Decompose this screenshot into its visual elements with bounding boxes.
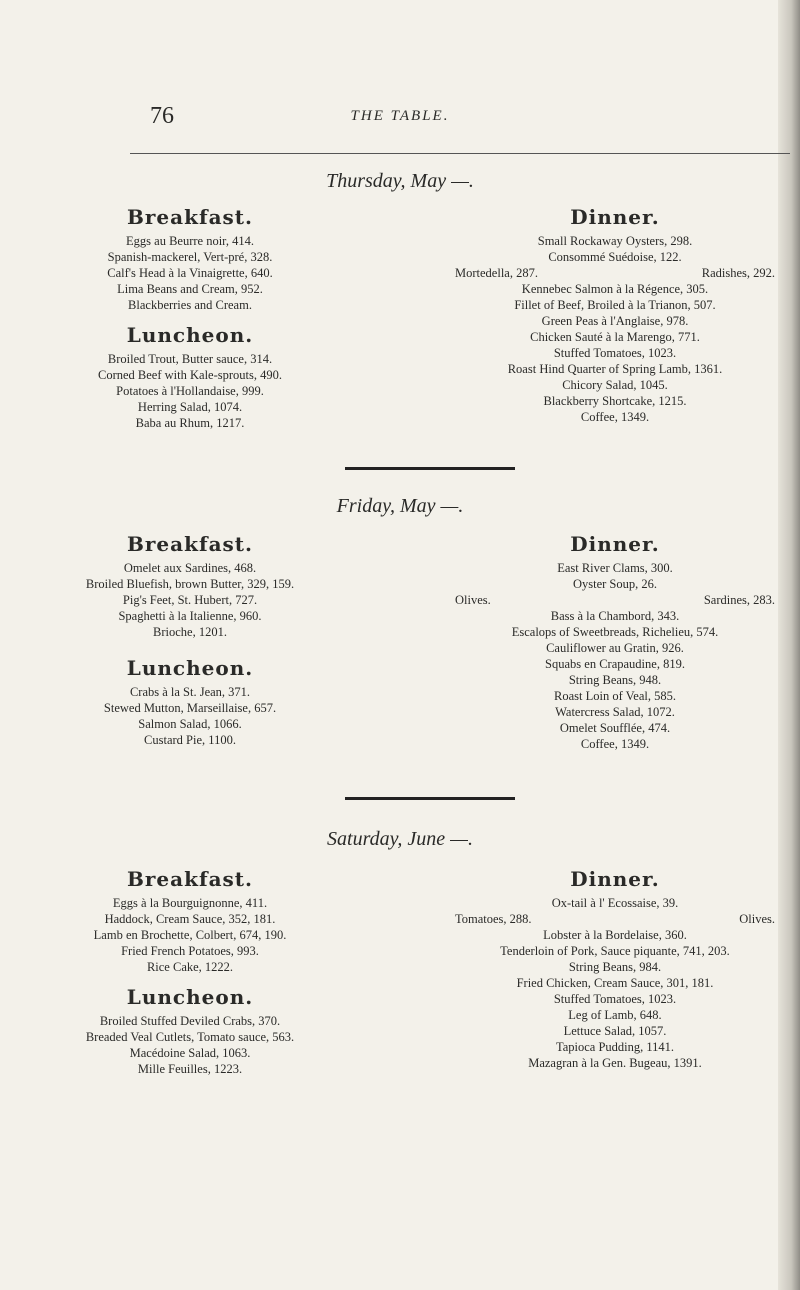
menu-item: Bass à la Chambord, 343.	[550, 609, 680, 623]
menu-item: Roast Loin of Veal, 585.	[554, 689, 676, 703]
menu-item: Calf's Head à la Vinaigrette, 640.	[107, 266, 273, 280]
menu-item: Salmon Salad, 1066.	[138, 717, 242, 731]
menu-item: Broiled Bluefish, brown Butter, 329, 159.	[85, 577, 295, 591]
menu-item: Haddock, Cream Sauce, 352, 181.	[104, 912, 276, 926]
menu-item: Oyster Soup, 26.	[572, 577, 658, 591]
menu-item: Mazagran à la Gen. Bugeau, 1391.	[528, 1056, 702, 1070]
menu-item: String Beans, 984.	[568, 960, 662, 974]
menu-item: Kennebec Salmon à la Régence, 305.	[521, 282, 709, 296]
dinner-menu	[455, 895, 775, 1071]
menu-item: Crabs à la St. Jean, 371.	[129, 685, 251, 699]
thursday-right-column	[455, 205, 775, 425]
menu-item: Spaghetti à la Italienne, 960.	[118, 609, 262, 623]
menu-item: Omelet aux Sardines, 468.	[123, 561, 257, 575]
menu-item: Mille Feuilles, 1223.	[137, 1062, 243, 1076]
luncheon-title: Luncheon.	[126, 323, 254, 347]
menu-item: Escalops of Sweetbreads, Richelieu, 574.	[511, 625, 719, 639]
menu-item: Eggs au Beurre noir, 414.	[126, 234, 254, 248]
menu-item: Coffee, 1349.	[580, 410, 650, 424]
menu-item: Ox-tail à l' Ecossaise, 39.	[551, 896, 679, 910]
page-edge-shadow	[778, 0, 800, 1290]
day-heading-thursday: Thursday, May —.	[326, 170, 474, 192]
menu-item: Chicken Sauté à la Marengo, 771.	[530, 330, 700, 344]
menu-item: Corned Beef with Kale-sprouts, 490.	[98, 368, 282, 382]
menu-item: Stuffed Tomatoes, 1023.	[553, 992, 677, 1006]
thursday-left-column	[40, 205, 340, 431]
menu-item: Olives.	[739, 912, 775, 926]
menu-item: Lobster à la Bordelaise, 360.	[543, 928, 687, 942]
breakfast-title: Breakfast.	[126, 205, 253, 229]
menu-item: Eggs à la Bourguignonne, 411.	[112, 896, 268, 910]
menu-item: Green Peas à l'Anglaise, 978.	[541, 314, 689, 328]
menu-item: Sardines, 283.	[703, 593, 775, 607]
menu-item: Blackberries and Cream.	[128, 298, 252, 312]
menu-item-pair	[455, 911, 775, 927]
breakfast-title: Breakfast.	[126, 532, 253, 556]
menu-item: Rice Cake, 1222.	[146, 960, 234, 974]
menu-item: Potatoes à l'Hollandaise, 999.	[116, 384, 264, 398]
menu-item: Pig's Feet, St. Hubert, 727.	[122, 593, 258, 607]
day-heading-saturday: Saturday, June —.	[327, 828, 473, 850]
luncheon-title: Luncheon.	[126, 656, 254, 680]
menu-item: Custard Pie, 1100.	[144, 733, 236, 747]
menu-item: String Beans, 948.	[568, 673, 662, 687]
menu-item: Consommé Suédoise, 122.	[548, 250, 682, 264]
menu-item: Roast Hind Quarter of Spring Lamb, 1361.	[507, 362, 723, 376]
menu-item: Blackberry Shortcake, 1215.	[543, 394, 687, 408]
menu-item: Broiled Trout, Butter sauce, 314.	[107, 352, 273, 366]
menu-item: Omelet Soufflée, 474.	[559, 721, 671, 735]
menu-item: Brioche, 1201.	[153, 625, 227, 639]
menu-item: Tomatoes, 288.	[455, 912, 532, 926]
menu-item: Radishes, 292.	[701, 266, 775, 280]
luncheon-menu	[40, 1013, 340, 1077]
dinner-title: Dinner.	[570, 205, 660, 229]
menu-item-pair	[455, 592, 775, 608]
friday-left-column	[40, 532, 340, 748]
menu-item: Small Rockaway Oysters, 298.	[537, 234, 693, 248]
dinner-title: Dinner.	[570, 867, 660, 891]
breakfast-menu	[40, 895, 340, 975]
section-divider	[345, 467, 515, 470]
page-number: 76	[150, 103, 174, 129]
menu-item: Lima Beans and Cream, 952.	[117, 282, 263, 296]
menu-item: Fried French Potatoes, 993.	[121, 944, 259, 958]
friday-right-column	[455, 532, 775, 752]
running-title: THE TABLE.	[350, 108, 450, 124]
menu-item: Herring Salad, 1074.	[137, 400, 243, 414]
breakfast-menu	[40, 560, 340, 640]
menu-item: Baba au Rhum, 1217.	[135, 416, 245, 430]
menu-item: Stewed Mutton, Marseillaise, 657.	[103, 701, 277, 715]
menu-item: Stuffed Tomatoes, 1023.	[553, 346, 677, 360]
menu-item: Tapioca Pudding, 1141.	[555, 1040, 675, 1054]
dinner-title: Dinner.	[570, 532, 660, 556]
dinner-menu	[455, 233, 775, 425]
dinner-menu	[455, 560, 775, 752]
menu-item: Fillet of Beef, Broiled à la Trianon, 507.	[514, 298, 716, 312]
menu-item: East River Clams, 300.	[557, 561, 673, 575]
day-heading-friday: Friday, May —.	[336, 495, 464, 517]
menu-item: Breaded Veal Cutlets, Tomato sauce, 563.	[85, 1030, 295, 1044]
menu-item-pair	[455, 265, 775, 281]
breakfast-title: Breakfast.	[126, 867, 253, 891]
menu-item: Coffee, 1349.	[580, 737, 650, 751]
section-divider	[345, 797, 515, 800]
menu-item: Watercress Salad, 1072.	[555, 705, 675, 719]
menu-item: Squabs en Crapaudine, 819.	[545, 657, 685, 671]
menu-item: Chicory Salad, 1045.	[562, 378, 668, 392]
menu-item: Tenderloin of Pork, Sauce piquante, 741, 203.	[500, 944, 730, 958]
menu-item: Olives.	[455, 593, 491, 607]
breakfast-menu	[40, 233, 340, 313]
menu-item: Lamb en Brochette, Colbert, 674, 190.	[93, 928, 287, 942]
menu-item: Mortedella, 287.	[455, 266, 538, 280]
saturday-left-column	[40, 867, 340, 1077]
menu-item: Leg of Lamb, 648.	[568, 1008, 662, 1022]
menu-item: Fried Chicken, Cream Sauce, 301, 181.	[516, 976, 714, 990]
menu-item: Broiled Stuffed Deviled Crabs, 370.	[99, 1014, 281, 1028]
luncheon-menu	[40, 684, 340, 748]
header-rule	[130, 153, 790, 154]
menu-item: Cauliflower au Gratin, 926.	[546, 641, 684, 655]
luncheon-title: Luncheon.	[126, 985, 254, 1009]
menu-item: Spanish-mackerel, Vert-pré, 328.	[107, 250, 273, 264]
luncheon-menu	[40, 351, 340, 431]
menu-item: Lettuce Salad, 1057.	[563, 1024, 667, 1038]
menu-item: Macédoine Salad, 1063.	[129, 1046, 251, 1060]
saturday-right-column	[455, 867, 775, 1071]
